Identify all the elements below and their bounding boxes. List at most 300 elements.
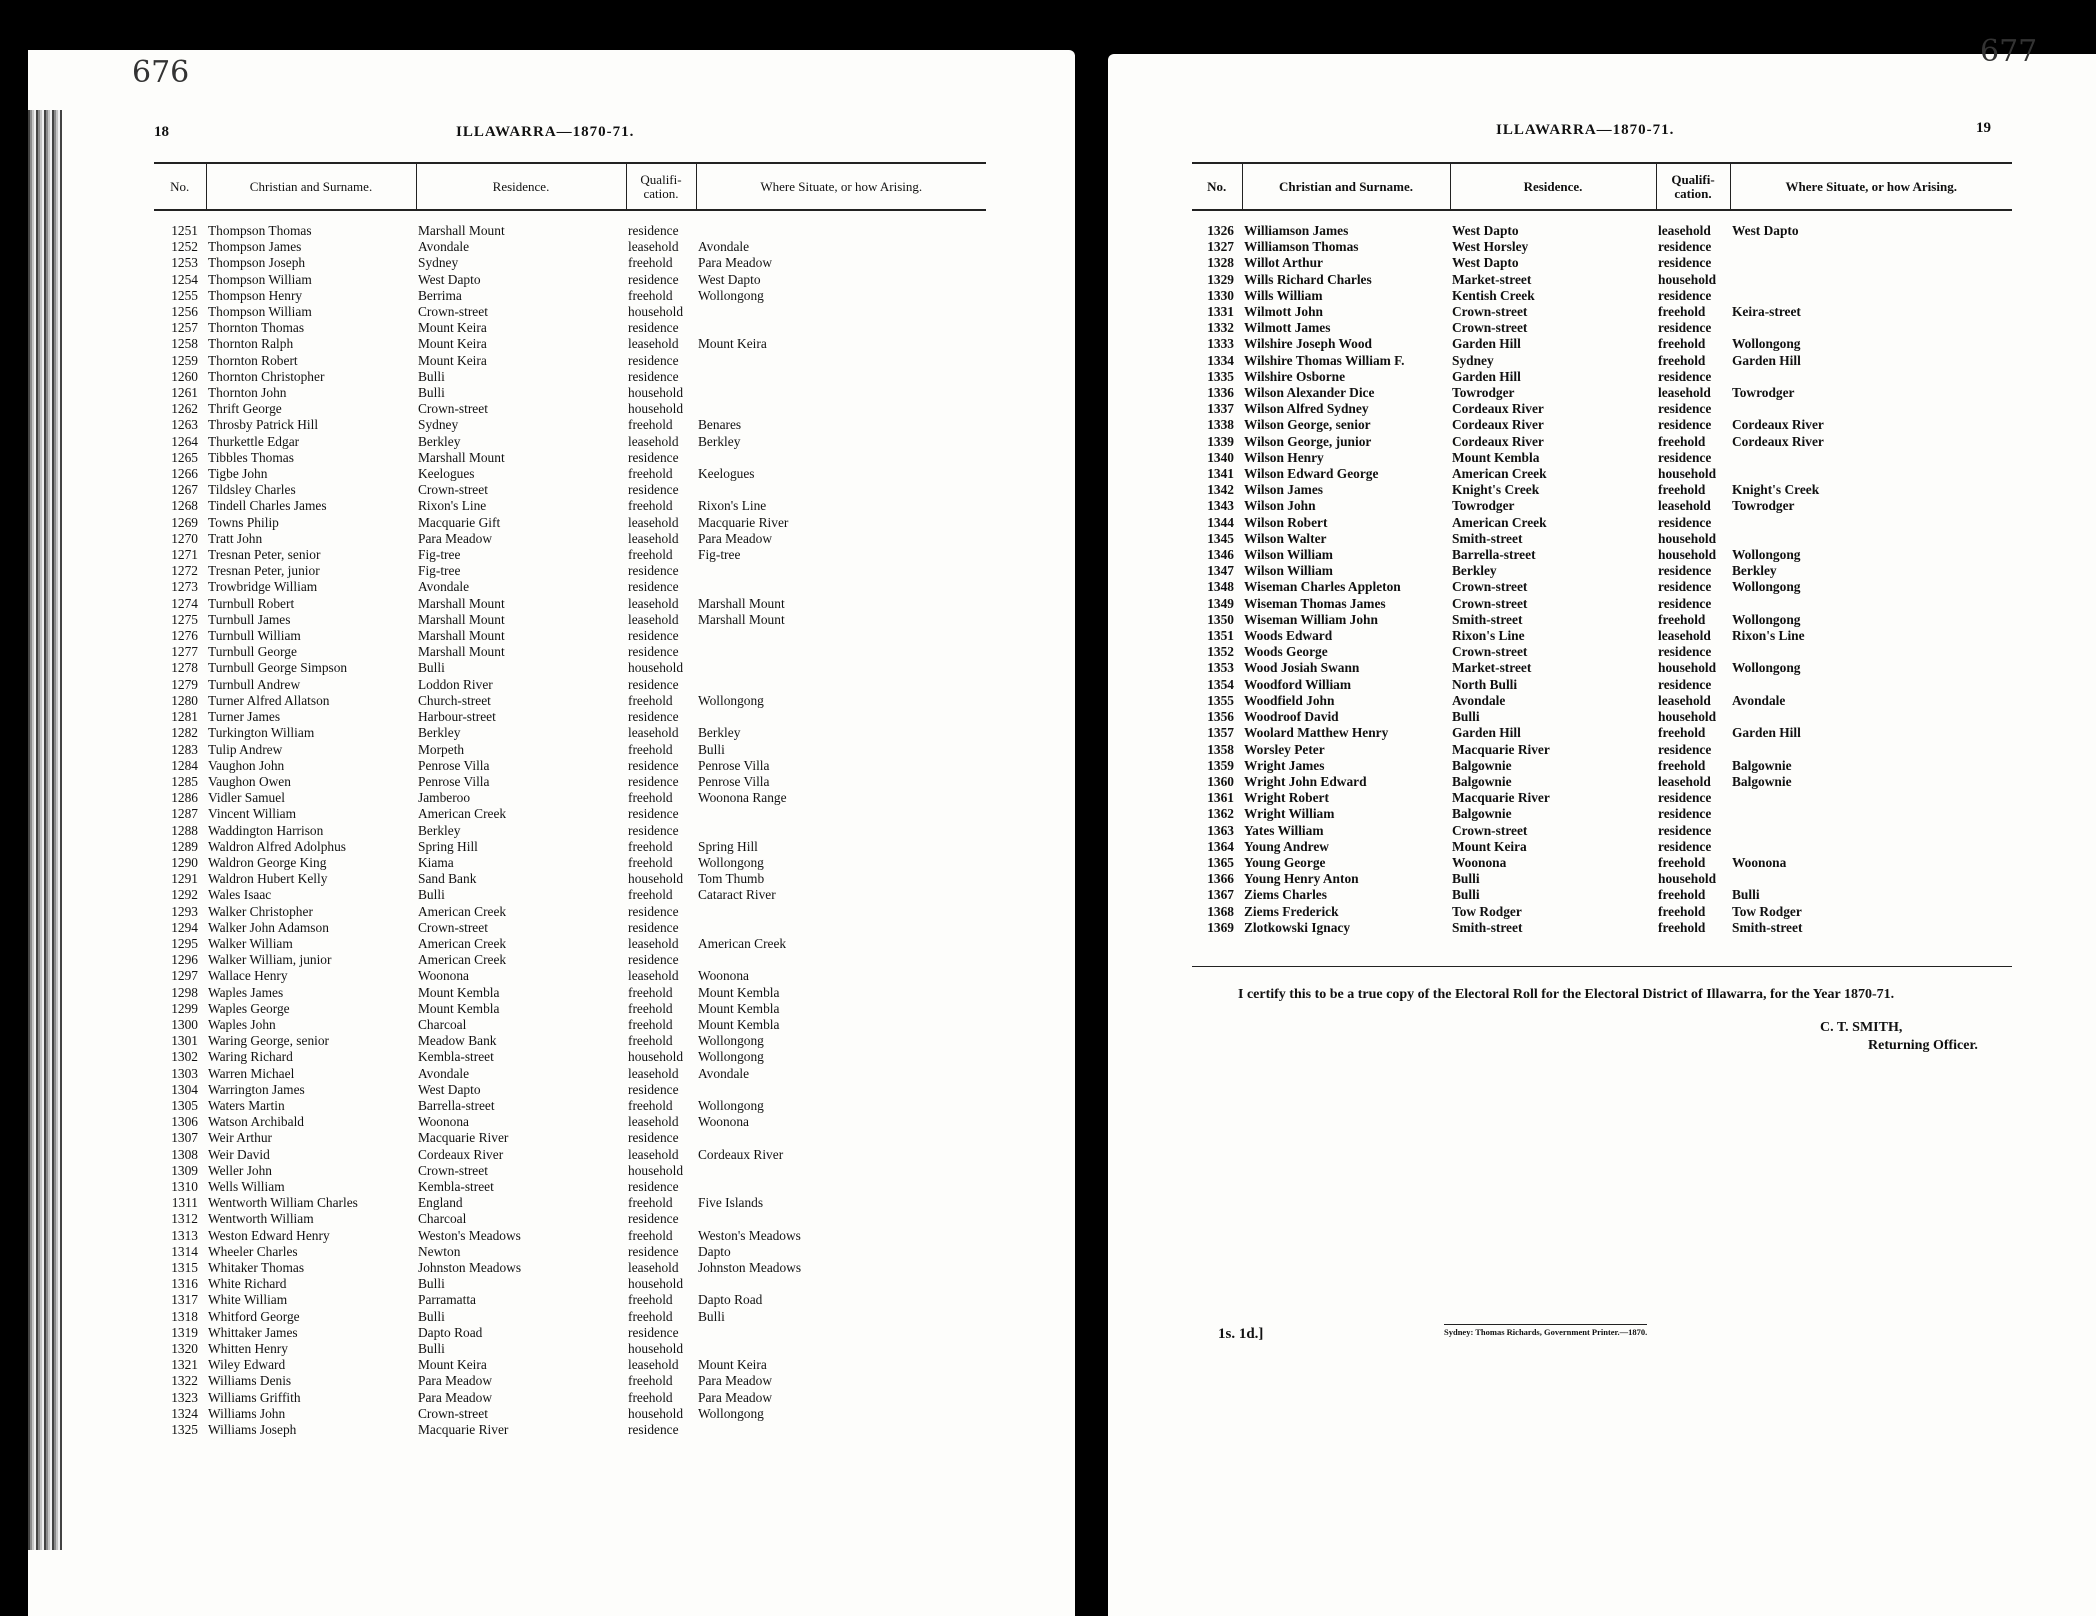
entry-qualification: residence xyxy=(628,628,679,644)
page-number: 18 xyxy=(154,124,169,140)
entry-name: Weir Arthur xyxy=(208,1130,272,1146)
entry-no: 1336 xyxy=(1207,385,1234,401)
entry-residence: Berkley xyxy=(418,822,461,838)
entry-where-situate: Berkley xyxy=(1732,563,1777,579)
table-row xyxy=(154,1325,986,1341)
entry-residence: Barrella-street xyxy=(1452,547,1536,563)
entry-no: 1268 xyxy=(171,498,198,514)
table-row xyxy=(154,985,986,1001)
entry-qualification: household xyxy=(1658,466,1717,482)
entry-where-situate: Wollongong xyxy=(1732,579,1801,595)
entry-name: Williamson James xyxy=(1244,223,1349,238)
entry-qualification: residence xyxy=(628,1178,679,1194)
entry-name: Vaughon Owen xyxy=(208,773,291,789)
table-row xyxy=(1192,288,2012,304)
table-row xyxy=(154,401,986,417)
table-row xyxy=(154,936,986,952)
entry-no: 1317 xyxy=(171,1292,198,1308)
entry-where-situate xyxy=(696,450,986,466)
entry-where-situate: Woonona xyxy=(698,1114,749,1130)
table-row xyxy=(154,1130,986,1146)
entry-name: Thurkettle Edgar xyxy=(208,433,300,449)
entry-name: Wheeler Charles xyxy=(208,1243,298,1259)
entry-residence: Avondale xyxy=(418,579,470,595)
entry-qualification: household xyxy=(628,401,684,417)
entry-residence: Balgownie xyxy=(1452,806,1512,822)
entry-name: Wilson John xyxy=(1244,498,1316,514)
entry-qualification: residence xyxy=(628,1422,679,1438)
entry-no: 1291 xyxy=(171,871,198,887)
entry-name: Wilson Edward George xyxy=(1244,466,1379,482)
entry-no: 1331 xyxy=(1207,304,1234,320)
table-row xyxy=(154,1357,986,1373)
entry-where-situate: Avondale xyxy=(1732,692,1786,708)
entry-name: Walker John Adamson xyxy=(208,919,329,935)
entry-no: 1330 xyxy=(1207,287,1234,303)
entry-name: Thompson William xyxy=(208,271,312,287)
entry-name: Warren Michael xyxy=(208,1065,295,1081)
entry-qualification: household xyxy=(628,304,684,320)
entry-qualification: freehold xyxy=(1658,352,1706,368)
entry-where-situate xyxy=(696,353,986,369)
table-row xyxy=(1192,531,2012,547)
table-row xyxy=(154,369,986,385)
table-row xyxy=(154,823,986,839)
entry-residence: American Creek xyxy=(1452,514,1547,530)
table-row xyxy=(154,742,986,758)
table-row xyxy=(154,1082,986,1098)
entry-name: Wilson George, senior xyxy=(1244,417,1371,433)
entry-qualification: freehold xyxy=(1658,757,1706,773)
entry-where-situate xyxy=(1730,239,2012,255)
entry-where-situate xyxy=(696,806,986,822)
table-row xyxy=(154,1114,986,1130)
entry-no: 1327 xyxy=(1207,239,1234,255)
entry-where-situate: Wollongong xyxy=(1732,336,1801,352)
entry-qualification: residence xyxy=(628,1243,679,1259)
entry-residence: England xyxy=(418,1195,463,1211)
entry-residence: Macquarie River xyxy=(418,1130,509,1146)
entry-no: 1251 xyxy=(171,223,198,238)
entry-name: Williams John xyxy=(208,1405,286,1421)
table-row xyxy=(1192,612,2012,628)
entry-where-situate xyxy=(696,904,986,920)
table-row xyxy=(154,709,986,725)
entry-name: Walker Christopher xyxy=(208,903,313,919)
entry-residence: Macquarie Gift xyxy=(418,514,501,530)
entry-residence: American Creek xyxy=(418,952,507,968)
table-row xyxy=(1192,498,2012,514)
entry-qualification: residence xyxy=(628,368,679,384)
table-row xyxy=(1192,806,2012,822)
entry-qualification: freehold xyxy=(628,1195,673,1211)
table-row xyxy=(154,677,986,693)
entry-residence: Balgownie xyxy=(1452,773,1512,789)
entry-where-situate: Weston's Meadows xyxy=(698,1227,801,1243)
entry-residence: Marshall Mount xyxy=(418,644,505,660)
entry-qualification: residence xyxy=(628,773,679,789)
entry-where-situate: Para Meadow xyxy=(698,530,772,546)
entry-name: Wilson Alfred Sydney xyxy=(1244,401,1369,417)
entry-where-situate xyxy=(1730,644,2012,660)
table-row xyxy=(154,482,986,498)
entry-where-situate: Berkley xyxy=(698,725,741,741)
table-row xyxy=(154,515,986,531)
entry-no: 1273 xyxy=(171,579,198,595)
entry-qualification: household xyxy=(628,660,684,676)
table-row xyxy=(1192,255,2012,271)
entry-no: 1277 xyxy=(171,644,198,660)
entry-qualification: residence xyxy=(628,1211,679,1227)
table-row xyxy=(1192,385,2012,401)
entry-name: Waldron George King xyxy=(208,854,327,870)
entry-qualification: freehold xyxy=(628,1308,673,1324)
entry-no: 1306 xyxy=(171,1114,198,1130)
table-row xyxy=(1192,353,2012,369)
entry-residence: North Bulli xyxy=(1452,676,1518,692)
entry-residence: West Horsley xyxy=(1452,239,1529,255)
table-row xyxy=(154,920,986,936)
table-row xyxy=(154,531,986,547)
entry-qualification: leasehold xyxy=(628,239,679,255)
table-row xyxy=(154,450,986,466)
entry-where-situate xyxy=(696,1211,986,1227)
entry-name: Waters Martin xyxy=(208,1097,285,1113)
printer-imprint: Sydney: Thomas Richards, Government Printer.—1870. xyxy=(1444,1324,1647,1337)
entry-where-situate: Spring Hill xyxy=(698,838,758,854)
entry-no: 1339 xyxy=(1207,433,1234,449)
entry-residence: Para Meadow xyxy=(418,530,492,546)
table-row xyxy=(1192,823,2012,839)
table-row xyxy=(154,1147,986,1163)
entry-no: 1279 xyxy=(171,676,198,692)
entry-residence: Crown-street xyxy=(418,1162,488,1178)
entry-where-situate: Balgownie xyxy=(1732,773,1792,789)
entry-where-situate: Wollongong xyxy=(698,1033,764,1049)
entry-qualification: freehold xyxy=(628,466,673,482)
entry-name: Wilmott John xyxy=(1244,304,1323,320)
entry-residence: Macquarie River xyxy=(1452,741,1550,757)
entry-where-situate: Garden Hill xyxy=(1732,352,1801,368)
entry-no: 1342 xyxy=(1207,482,1234,498)
entry-no: 1314 xyxy=(171,1243,198,1259)
entry-no: 1288 xyxy=(171,822,198,838)
entry-no: 1284 xyxy=(171,757,198,773)
entry-residence: Johnston Meadows xyxy=(418,1260,522,1275)
entry-where-situate: Para Meadow xyxy=(698,1373,772,1389)
entry-no: 1303 xyxy=(171,1065,198,1081)
entry-name: Worsley Peter xyxy=(1244,741,1325,757)
entry-qualification: residence xyxy=(1658,287,1712,303)
entry-no: 1308 xyxy=(171,1146,198,1162)
entry-residence: Keelogues xyxy=(418,466,475,482)
table-row xyxy=(154,1406,986,1422)
entry-name: Wright James xyxy=(1244,757,1325,773)
entry-no: 1351 xyxy=(1207,628,1234,644)
entry-no: 1324 xyxy=(171,1405,198,1421)
entry-where-situate: Johnston Meadows xyxy=(698,1260,802,1275)
entry-qualification: leasehold xyxy=(628,514,679,530)
entry-residence: Avondale xyxy=(1452,692,1506,708)
entry-qualification: residence xyxy=(628,1324,679,1340)
folio-number: 677 xyxy=(1980,34,2038,69)
entry-qualification: leasehold xyxy=(628,1114,679,1130)
entry-no: 1289 xyxy=(171,838,198,854)
entry-name: Woods Edward xyxy=(1244,628,1333,644)
entry-no: 1309 xyxy=(171,1162,198,1178)
entry-qualification: residence xyxy=(1658,449,1712,465)
entry-no: 1367 xyxy=(1207,887,1234,903)
entry-qualification: residence xyxy=(628,320,679,336)
entry-qualification: residence xyxy=(1658,676,1712,692)
entry-residence: Marshall Mount xyxy=(418,449,505,465)
entry-name: Tratt John xyxy=(208,530,263,546)
page-number: 19 xyxy=(1976,120,1991,136)
entry-where-situate xyxy=(696,709,986,725)
entry-where-situate xyxy=(696,1163,986,1179)
table-row xyxy=(154,547,986,563)
entry-name: Williams Griffith xyxy=(208,1389,301,1405)
entry-qualification: freehold xyxy=(628,1016,673,1032)
entry-name: Watson Archibald xyxy=(208,1114,304,1130)
entry-no: 1260 xyxy=(171,368,198,384)
entry-name: Waring George, senior xyxy=(208,1033,330,1049)
entry-qualification: freehold xyxy=(1658,482,1706,498)
entry-no: 1343 xyxy=(1207,498,1234,514)
entry-name: Tresnan Peter, senior xyxy=(208,547,321,563)
entry-no: 1332 xyxy=(1207,320,1234,336)
table-row xyxy=(154,790,986,806)
entry-no: 1270 xyxy=(171,530,198,546)
electoral-roll-table xyxy=(1192,162,2012,936)
entry-no: 1256 xyxy=(171,304,198,320)
entry-residence: Marshall Mount xyxy=(418,223,505,238)
entry-where-situate xyxy=(696,482,986,498)
entry-no: 1280 xyxy=(171,692,198,708)
table-row xyxy=(154,1098,986,1114)
entry-no: 1286 xyxy=(171,790,198,806)
entry-residence: Sydney xyxy=(418,417,459,433)
table-row xyxy=(154,1422,986,1438)
entry-qualification: household xyxy=(628,1405,684,1421)
entry-residence: Towrodger xyxy=(1452,385,1515,401)
table-row xyxy=(154,1066,986,1082)
entry-no: 1354 xyxy=(1207,676,1234,692)
entry-where-situate xyxy=(1730,806,2012,822)
entry-name: Ziems Charles xyxy=(1244,887,1327,903)
entry-no: 1302 xyxy=(171,1049,198,1065)
entry-name: Wiseman Charles Appleton xyxy=(1244,579,1401,595)
entry-name: Vidler Samuel xyxy=(208,790,285,806)
entry-where-situate: Avondale xyxy=(698,1065,750,1081)
entry-name: Wills William xyxy=(1244,287,1323,303)
entry-residence: Bulli xyxy=(1452,709,1480,725)
table-row xyxy=(154,612,986,628)
entry-name: Woolard Matthew Henry xyxy=(1244,725,1389,741)
entry-qualification: freehold xyxy=(628,1000,673,1016)
entry-where-situate xyxy=(696,823,986,839)
entry-qualification: leasehold xyxy=(628,935,679,951)
entry-no: 1287 xyxy=(171,806,198,822)
entry-name: Thrift George xyxy=(208,401,282,417)
entry-where-situate: Wollongong xyxy=(698,854,764,870)
entry-residence: Mount Keira xyxy=(418,336,487,352)
entry-qualification: freehold xyxy=(628,790,673,806)
entry-where-situate: Bulli xyxy=(1732,887,1760,903)
entry-residence: Market-street xyxy=(1452,271,1532,287)
entry-where-situate: Benares xyxy=(698,417,742,433)
entry-name: Turnbull George Simpson xyxy=(208,660,348,676)
table-row xyxy=(1192,320,2012,336)
table-row xyxy=(1192,660,2012,676)
table-row xyxy=(1192,628,2012,644)
table-row xyxy=(1192,401,2012,417)
entry-where-situate: Mount Kembla xyxy=(698,984,780,1000)
entry-qualification: freehold xyxy=(628,498,673,514)
entry-qualification: residence xyxy=(1658,255,1712,271)
entry-name: Thompson William xyxy=(208,304,312,320)
table-row xyxy=(1192,336,2012,352)
entry-no: 1259 xyxy=(171,352,198,368)
entry-no: 1299 xyxy=(171,1000,198,1016)
table-row xyxy=(154,904,986,920)
entry-no: 1347 xyxy=(1207,563,1234,579)
table-row xyxy=(1192,855,2012,871)
table-row xyxy=(154,1260,986,1276)
entry-qualification: freehold xyxy=(1658,887,1706,903)
entry-no: 1325 xyxy=(171,1422,198,1438)
entry-qualification: freehold xyxy=(628,984,673,1000)
entry-name: Vincent William xyxy=(208,806,297,822)
entry-name: Tibbles Thomas xyxy=(208,449,294,465)
entry-no: 1274 xyxy=(171,595,198,611)
entry-where-situate: Cordeaux River xyxy=(698,1146,784,1162)
table-row xyxy=(1192,547,2012,563)
entry-residence: Avondale xyxy=(418,239,470,255)
entry-qualification: residence xyxy=(1658,644,1712,660)
entry-qualification: household xyxy=(1658,660,1717,676)
entry-where-situate: Wollongong xyxy=(1732,547,1801,563)
entry-name: Wilshire Osborne xyxy=(1244,368,1346,384)
entry-qualification: leasehold xyxy=(628,595,679,611)
entry-qualification: freehold xyxy=(628,887,673,903)
entry-qualification: freehold xyxy=(1658,903,1706,919)
entry-name: Wilson Walter xyxy=(1244,530,1327,546)
table-row xyxy=(154,1292,986,1308)
entry-residence: Kiama xyxy=(418,854,454,870)
entry-name: Turkington William xyxy=(208,725,315,741)
entry-no: 1301 xyxy=(171,1033,198,1049)
entry-residence: Bulli xyxy=(418,368,445,384)
table-row xyxy=(1192,369,2012,385)
running-head: ILLAWARRA—1870-71. xyxy=(456,124,635,140)
book-binding xyxy=(28,110,62,1550)
entry-qualification: residence xyxy=(1658,417,1712,433)
table-row xyxy=(154,1309,986,1325)
entry-no: 1275 xyxy=(171,611,198,627)
entry-where-situate xyxy=(696,952,986,968)
entry-qualification: residence xyxy=(1658,514,1712,530)
entry-no: 1313 xyxy=(171,1227,198,1243)
entry-name: Thornton Christopher xyxy=(208,368,325,384)
table-row xyxy=(154,239,986,255)
entry-residence: Fig-tree xyxy=(418,563,461,579)
entry-qualification: freehold xyxy=(1658,304,1706,320)
entry-where-situate xyxy=(696,563,986,579)
entry-qualification: residence xyxy=(628,822,679,838)
entry-no: 1255 xyxy=(171,287,198,303)
entry-qualification: residence xyxy=(1658,838,1712,854)
entry-qualification: residence xyxy=(628,919,679,935)
entry-where-situate xyxy=(1730,839,2012,855)
entry-where-situate xyxy=(1730,466,2012,482)
table-header-row xyxy=(1192,163,2012,210)
entry-no: 1338 xyxy=(1207,417,1234,433)
entry-where-situate xyxy=(1730,596,2012,612)
entry-qualification: residence xyxy=(1658,822,1712,838)
entry-name: Throsby Patrick Hill xyxy=(208,417,319,433)
entry-qualification: leasehold xyxy=(628,530,679,546)
entry-where-situate: Penrose Villa xyxy=(698,773,770,789)
table-row xyxy=(154,255,986,271)
entry-residence: Knight's Creek xyxy=(1452,482,1540,498)
entry-where-situate: Fig-tree xyxy=(698,547,741,563)
entry-residence: Bulli xyxy=(418,887,445,903)
entry-residence: Meadow Bank xyxy=(418,1033,497,1049)
entry-where-situate xyxy=(1730,823,2012,839)
entry-residence: Kembla-street xyxy=(418,1049,494,1065)
entry-qualification: leasehold xyxy=(1658,223,1711,238)
entry-where-situate: Woonona xyxy=(1732,854,1787,870)
entry-no: 1344 xyxy=(1207,514,1234,530)
table-row xyxy=(154,596,986,612)
entry-no: 1350 xyxy=(1207,611,1234,627)
entry-where-situate xyxy=(696,401,986,417)
entry-where-situate: Keelogues xyxy=(698,466,755,482)
entry-name: Tigbe John xyxy=(208,466,268,482)
entry-qualification: residence xyxy=(628,579,679,595)
entry-residence: Dapto Road xyxy=(418,1324,483,1340)
entry-qualification: residence xyxy=(628,903,679,919)
entry-where-situate: Wollongong xyxy=(1732,660,1801,676)
entry-name: Wilmott James xyxy=(1244,320,1331,336)
entry-name: Vaughon John xyxy=(208,757,285,773)
entry-where-situate: Wollongong xyxy=(1732,611,1801,627)
entry-residence: Garden Hill xyxy=(1452,336,1521,352)
table-row xyxy=(154,498,986,514)
entry-qualification: freehold xyxy=(628,1373,673,1389)
entry-residence: Marshall Mount xyxy=(418,611,505,627)
entry-no: 1254 xyxy=(171,271,198,287)
entry-residence: American Creek xyxy=(418,806,507,822)
entry-where-situate xyxy=(1730,255,2012,271)
entry-name: Wallace Henry xyxy=(208,968,288,984)
table-row xyxy=(1192,725,2012,741)
table-row xyxy=(154,288,986,304)
entry-name: Turner Alfred Allatson xyxy=(208,692,330,708)
entry-where-situate xyxy=(1730,288,2012,304)
entry-name: Walker William, junior xyxy=(208,952,332,968)
entry-residence: Church-street xyxy=(418,692,491,708)
table-row xyxy=(1192,742,2012,758)
entry-qualification: residence xyxy=(1658,741,1712,757)
certificate-text: I certify this to be a true copy of the Electoral Roll for the Electoral District of Illawarra, for the Year 1870-71. xyxy=(1238,987,1895,1002)
entry-no: 1294 xyxy=(171,919,198,935)
entry-no: 1355 xyxy=(1207,692,1234,708)
table-row xyxy=(1192,466,2012,482)
table-row xyxy=(154,774,986,790)
entry-where-situate: Mount Keira xyxy=(698,1357,767,1373)
